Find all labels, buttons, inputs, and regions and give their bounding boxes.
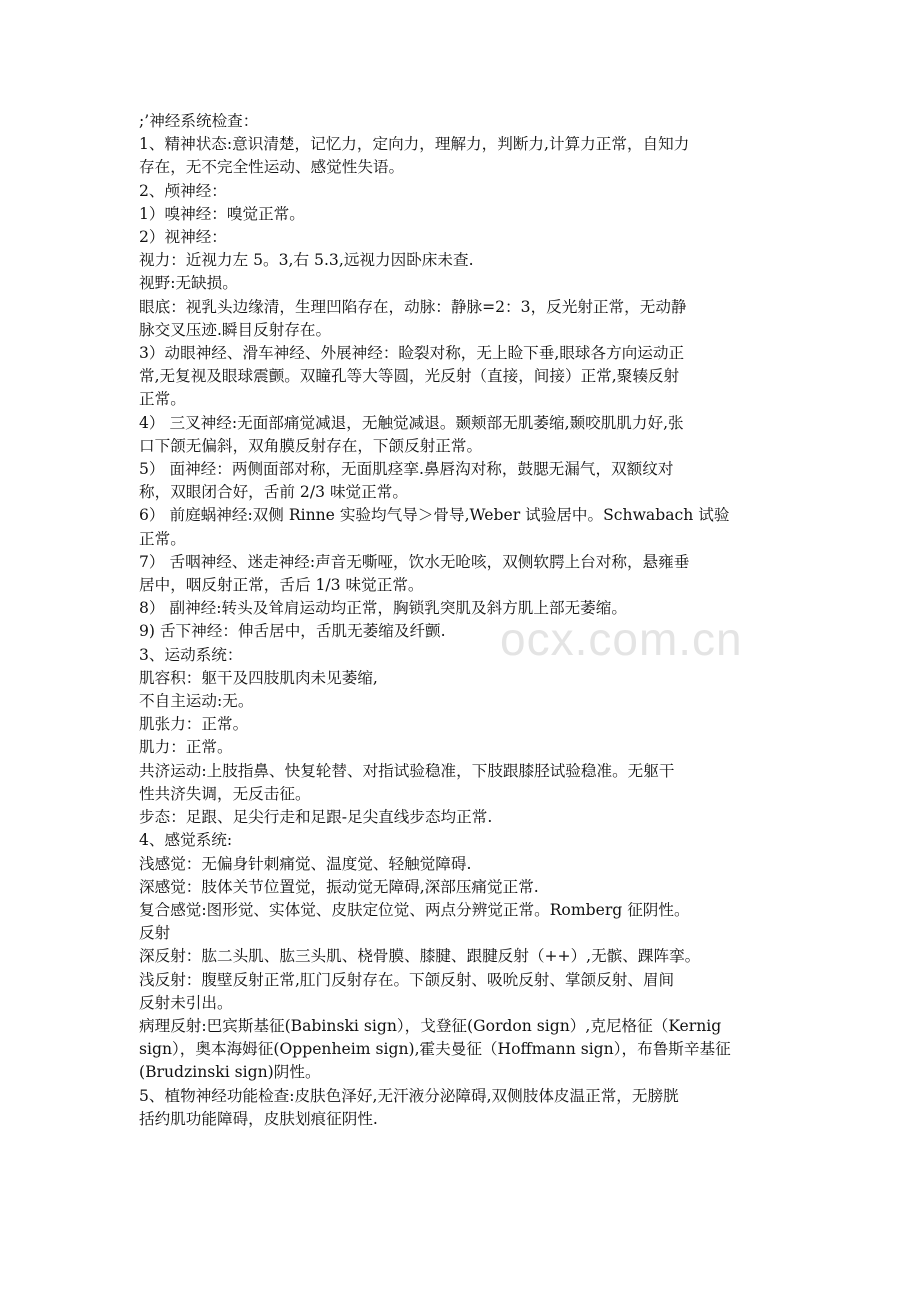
text-line: 视力：近视力左 5。3,右 5.3,远视力因卧床未查. bbox=[139, 251, 474, 270]
text-line: 浅感觉：无偏身针刺痛觉、温度觉、轻触觉障碍. bbox=[139, 854, 472, 873]
text-line: 肌容积：躯干及四肢肌肉未见萎缩, bbox=[139, 668, 378, 687]
text-line: 1）嗅神经：嗅觉正常。 bbox=[139, 204, 305, 223]
text-line: (Brudzinski sign)阴性。 bbox=[139, 1063, 321, 1082]
text-line: 深反射：肱二头肌、肱三头肌、桡骨膜、膝腱、跟腱反射（++）,无髌、踝阵挛。 bbox=[139, 947, 701, 966]
text-line: 视野:无缺损。 bbox=[139, 274, 238, 293]
text-line: 正常。 bbox=[139, 529, 186, 548]
text-line: 正常。 bbox=[139, 390, 186, 409]
text-line: 9) 舌下神经：伸舌居中，舌肌无萎缩及纤颤. bbox=[139, 622, 446, 641]
text-line: 肌张力：正常。 bbox=[139, 715, 249, 734]
text-line: 2、颅神经： bbox=[139, 181, 227, 200]
text-line: 5、植物神经功能检查:皮肤色泽好,无汗液分泌障碍,双侧肢体皮温正常，无膀胱 bbox=[139, 1086, 679, 1105]
text-line: 复合感觉:图形觉、实体觉、皮肤定位觉、两点分辨觉正常。Romberg 征阴性。 bbox=[139, 900, 690, 919]
text-line: 性共济失调，无反击征。 bbox=[139, 784, 311, 803]
text-line: ;’神经系统检查： bbox=[139, 112, 259, 130]
text-line: 1、精神状态:意识清楚，记忆力，定向力，理解力，判断力,计算力正常，自知力 bbox=[139, 135, 690, 154]
text-line: 6） 前庭蜗神经:双侧 Rinne 实验均气导＞骨导,Weber 试验居中。Schwabach 试验 bbox=[139, 506, 730, 525]
text-line: 3）动眼神经、滑车神经、外展神经：睑裂对称，无上睑下垂,眼球各方向运动正 bbox=[139, 344, 685, 363]
text-line: 4） 三叉神经:无面部痛觉减退，无触觉减退。颞颊部无肌萎缩,颞咬肌肌力好,张 bbox=[139, 413, 684, 432]
watermark: ocx.com.cn bbox=[500, 613, 743, 665]
text-line: 步态：足跟、足尖行走和足跟-足尖直线步态均正常. bbox=[139, 808, 493, 827]
text-line: 居中，咽反射正常，舌后 1/3 味觉正常。 bbox=[139, 576, 424, 595]
text-line: 脉交叉压迹.瞬目反射存在。 bbox=[139, 320, 332, 339]
text-line: 8） 副神经:转头及耸肩运动均正常，胸锁乳突肌及斜方肌上部无萎缩。 bbox=[139, 599, 627, 618]
text-line: 存在，无不完全性运动、感觉性失语。 bbox=[139, 158, 405, 177]
text-line: 不自主运动:无。 bbox=[139, 692, 254, 711]
text-line: 常,无复视及眼球震颤。双瞳孔等大等圆，光反射（直接，间接）正常,聚辏反射 bbox=[139, 367, 680, 386]
text-line: 3、运动系统： bbox=[139, 645, 243, 664]
text-line: 反射 bbox=[139, 924, 171, 943]
text-line: 共济运动:上肢指鼻、快复轮替、对指试验稳准，下肢跟膝胫试验稳准。无躯干 bbox=[139, 761, 675, 780]
text-line: 浅反射：腹壁反射正常,肛门反射存在。下颌反射、吸吮反射、掌颌反射、眉间 bbox=[139, 970, 675, 989]
text-line: 眼底：视乳头边缘清，生理凹陷存在，动脉：静脉=2：3，反光射正常，无动静 bbox=[139, 297, 687, 316]
document-body bbox=[139, 110, 784, 1131]
text-line: 5） 面神经：两侧面部对称，无面肌痉挛.鼻唇沟对称，鼓腮无漏气，双额纹对 bbox=[139, 460, 674, 479]
text-line: 括约肌功能障碍，皮肤划痕征阴性. bbox=[139, 1109, 378, 1128]
text-line: 4、感觉系统: bbox=[139, 831, 233, 850]
text-line: 反射未引出。 bbox=[139, 993, 233, 1012]
text-line: 7） 舌咽神经、迷走神经:声音无嘶哑，饮水无呛咳，双侧软腭上台对称，悬雍垂 bbox=[139, 552, 690, 571]
text-line: 病理反射:巴宾斯基征(Babinski sign），戈登征(Gordon sign）,克尼格征（Kernig bbox=[139, 1016, 722, 1035]
text-line: 称，双眼闭合好，舌前 2/3 味觉正常。 bbox=[139, 483, 408, 502]
text-line: 口下颌无偏斜，双角膜反射存在，下颌反射正常。 bbox=[139, 436, 483, 455]
text-line: sign），奥本海姆征(Oppenheim sign),霍夫曼征（Hoffmann sign），布鲁斯辛基征 bbox=[139, 1040, 731, 1059]
text-line: 2）视神经： bbox=[139, 228, 227, 247]
text-line: 深感觉：肢体关节位置觉，振动觉无障碍,深部压痛觉正常. bbox=[139, 877, 539, 896]
text-line: 肌力：正常。 bbox=[139, 738, 233, 757]
